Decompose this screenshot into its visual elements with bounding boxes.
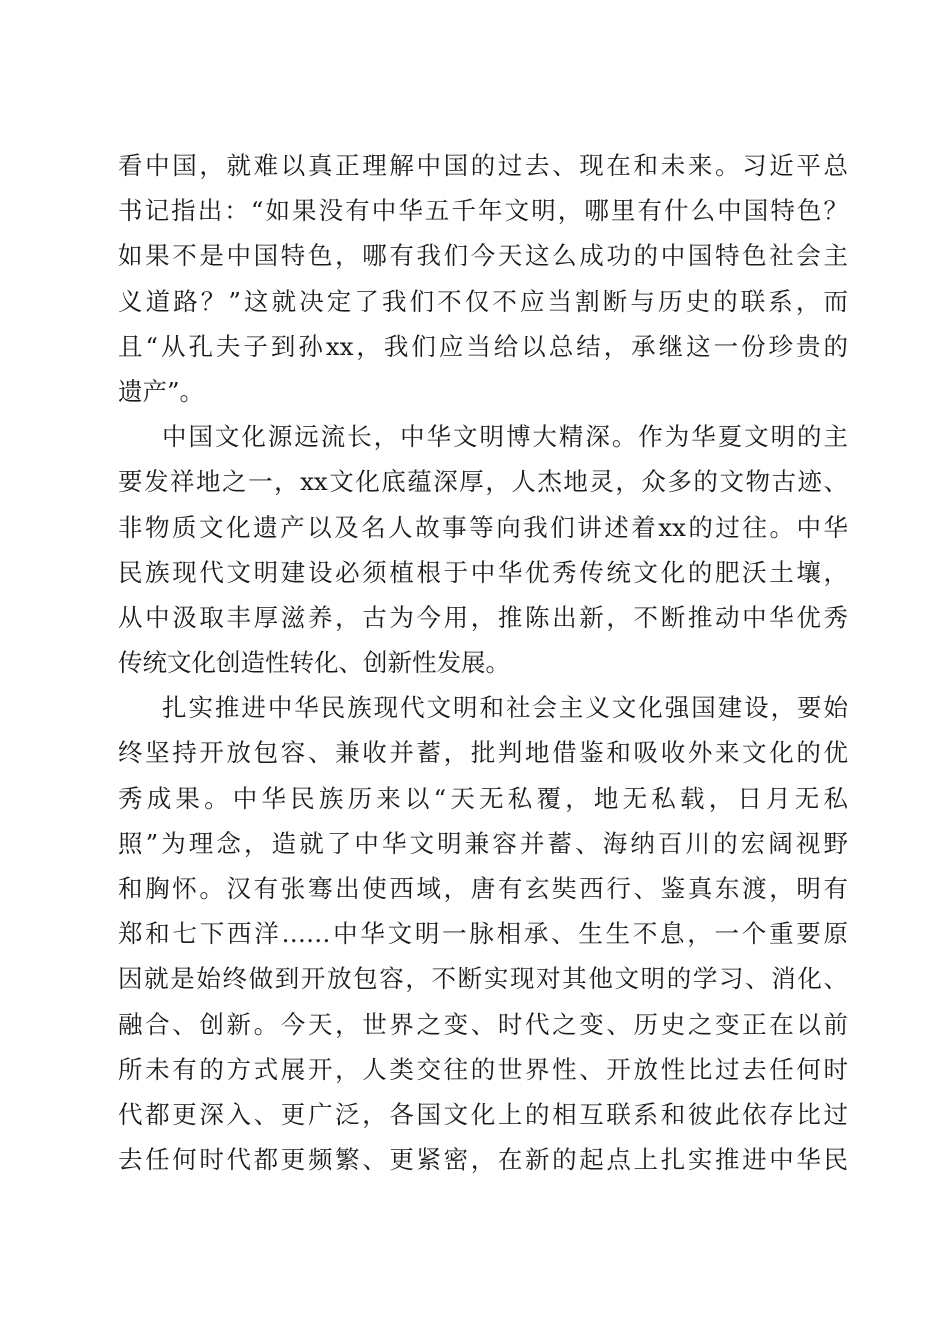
text-line: 郑和七下西洋……中华文明一脉相承、生生不息，一个重要原 xyxy=(118,919,848,949)
text-line: 和胸怀。汉有张骞出使西域，唐有玄奘西行、鉴真东渡，明有 xyxy=(118,874,848,903)
text-line: 要发祥地之一，xx文化底蕴深厚，人杰地灵，众多的文物古迹、 xyxy=(118,467,848,497)
text-line: 非物质文化遗产以及名人故事等向我们讲述着xx的过往。中华 xyxy=(118,512,848,542)
body-text xyxy=(118,143,848,1182)
text-line: 秀成果。中华民族历来以“天无私覆，地无私载，日月无私 xyxy=(118,783,848,813)
text-line: 如果不是中国特色，哪有我们今天这么成功的中国特色社会主 xyxy=(118,241,848,271)
text-line: 融合、创新。今天，世界之变、时代之变、历史之变正在以前 xyxy=(118,1009,848,1039)
text-line: 所未有的方式展开，人类交往的世界性、开放性比过去任何时 xyxy=(118,1054,848,1084)
text-line: 因就是始终做到开放包容，不断实现对其他文明的学习、消化、 xyxy=(118,964,848,994)
text-line: 终坚持开放包容、兼收并蓄，批判地借鉴和吸收外来文化的优 xyxy=(118,738,848,768)
paragraph-first-line: 中国文化源远流长，中华文明博大精深。作为华夏文明的主 xyxy=(162,422,848,452)
text-line: 照”为理念，造就了中华文明兼容并蓄、海纳百川的宏阔视野 xyxy=(118,828,848,858)
text-line: 从中汲取丰厚滋养，古为今用，推陈出新，不断推动中华优秀 xyxy=(118,602,848,632)
text-line: 遗产”。 xyxy=(118,376,205,406)
text-line: 民族现代文明建设必须植根于中华优秀传统文化的肥沃土壤， xyxy=(118,557,848,587)
text-line: 去任何时代都更频繁、更紧密，在新的起点上扎实推进中华民 xyxy=(118,1145,848,1175)
text-line: 义道路？”这就决定了我们不仅不应当割断与历史的联系，而 xyxy=(118,286,848,316)
paragraph-first-line: 扎实推进中华民族现代文明和社会主义文化强国建设，要始 xyxy=(162,693,848,723)
text-line: 看中国，就难以真正理解中国的过去、现在和未来。习近平总 xyxy=(118,151,848,180)
text-line: 代都更深入、更广泛，各国文化上的相互联系和彼此依存比过 xyxy=(118,1099,848,1129)
text-line: 传统文化创造性转化、创新性发展。 xyxy=(118,648,510,678)
text-line: 书记指出：“如果没有中华五千年文明，哪里有什么中国特色？ xyxy=(118,196,848,226)
text-line: 且“从孔夫子到孙xx，我们应当给以总结，承继这一份珍贵的 xyxy=(118,331,848,361)
